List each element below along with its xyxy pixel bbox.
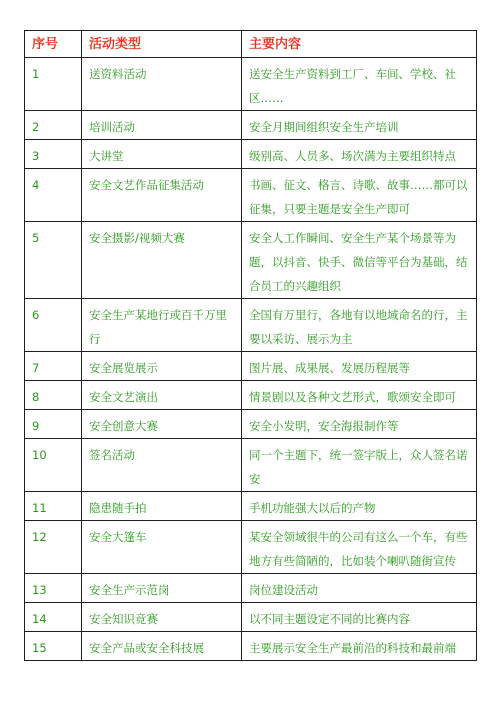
activity-type: 签名活动 [82, 439, 242, 492]
row-number: 12 [25, 521, 82, 574]
table-row [25, 439, 477, 492]
table-row [25, 574, 477, 603]
activity-type: 安全生产某地行或百千万里行 [82, 299, 242, 352]
row-number: 3 [25, 140, 82, 169]
table-row [25, 222, 477, 299]
main-content: 手机功能强大以后的产物 [242, 492, 477, 521]
activity-table [24, 30, 477, 661]
row-number: 14 [25, 603, 82, 632]
row-number: 2 [25, 111, 82, 140]
row-number: 11 [25, 492, 82, 521]
activity-type: 安全文艺作品征集活动 [82, 169, 242, 222]
activity-type: 安全文艺演出 [82, 381, 242, 410]
activity-type: 安全产品或安全科技展 [82, 632, 242, 661]
table-row [25, 410, 477, 439]
row-number: 13 [25, 574, 82, 603]
row-number: 1 [25, 58, 82, 111]
activity-type: 安全知识竞赛 [82, 603, 242, 632]
header-content: 主要内容 [242, 31, 477, 58]
main-content: 安全人工作瞬间、安全生产某个场景等为题，以抖音、快手、微信等平台为基础，结合员工的兴趣组织 [242, 222, 477, 299]
row-number: 4 [25, 169, 82, 222]
activity-type: 安全大篷车 [82, 521, 242, 574]
main-content: 安全小发明，安全海报制作等 [242, 410, 477, 439]
table-row [25, 58, 477, 111]
main-content: 同一个主题下，统一签字版上，众人签名诺安 [242, 439, 477, 492]
main-content: 主要展示安全生产最前沿的科技和最前端 [242, 632, 477, 661]
activity-type: 安全摄影/视频大赛 [82, 222, 242, 299]
row-number: 7 [25, 352, 82, 381]
row-number: 5 [25, 222, 82, 299]
table-row [25, 603, 477, 632]
activity-type: 安全创意大赛 [82, 410, 242, 439]
main-content: 全国有万里行，各地有以地域命名的行，主要以采访、展示为主 [242, 299, 477, 352]
activity-type: 安全展览展示 [82, 352, 242, 381]
row-number: 6 [25, 299, 82, 352]
activity-type: 安全生产示范岗 [82, 574, 242, 603]
activity-type: 培训活动 [82, 111, 242, 140]
header-type: 活动类型 [82, 31, 242, 58]
table-row [25, 111, 477, 140]
row-number: 10 [25, 439, 82, 492]
table-row [25, 381, 477, 410]
table-row [25, 140, 477, 169]
main-content: 图片展、成果展、发展历程展等 [242, 352, 477, 381]
table-row [25, 632, 477, 661]
header-no: 序号 [25, 31, 82, 58]
table-row [25, 521, 477, 574]
row-number: 9 [25, 410, 82, 439]
table-row [25, 352, 477, 381]
main-content: 书画、征文、格言、诗歌、故事……都可以征集，只要主题是安全生产即可 [242, 169, 477, 222]
main-content: 情景剧以及各种文艺形式，歌颂安全即可 [242, 381, 477, 410]
main-content: 级别高、人员多、场次满为主要组织特点 [242, 140, 477, 169]
header-row [25, 31, 477, 58]
main-content: 以不同主题设定不同的比赛内容 [242, 603, 477, 632]
main-content: 岗位建设活动 [242, 574, 477, 603]
main-content: 安全月期间组织安全生产培训 [242, 111, 477, 140]
table-row [25, 492, 477, 521]
activity-type: 送资料活动 [82, 58, 242, 111]
main-content: 送安全生产资料到工厂、车间、学校、社区…… [242, 58, 477, 111]
row-number: 8 [25, 381, 82, 410]
activity-type: 大讲堂 [82, 140, 242, 169]
row-number: 15 [25, 632, 82, 661]
table-row [25, 169, 477, 222]
table-row [25, 299, 477, 352]
main-content: 某安全领域很牛的公司有这么一个车，有些地方有些简陋的，比如装个喇叭随街宣传 [242, 521, 477, 574]
activity-type: 隐患随手拍 [82, 492, 242, 521]
table-body [25, 58, 477, 661]
